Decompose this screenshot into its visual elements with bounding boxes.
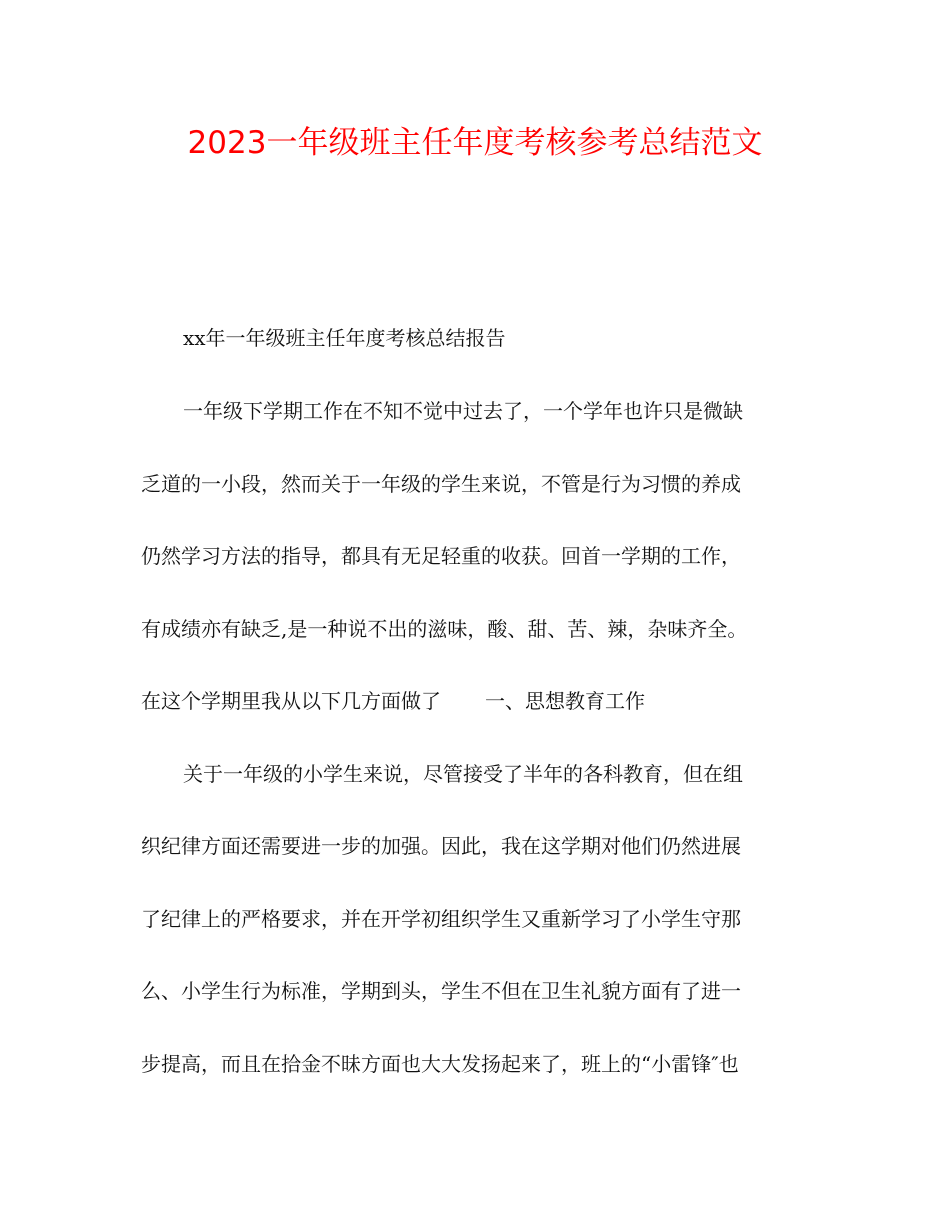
paragraph-line: 了纪律上的严格要求，并在开学初组织学生又重新学习了小学生守那 [141, 907, 741, 931]
report-heading: xx年一年级班主任年度考核总结报告 [183, 326, 506, 350]
paragraph-line-text: 在这个学期里我从以下几方面做了 [141, 689, 441, 713]
paragraph-line: 步提高，而且在拾金不昧方面也大大发扬起来了，班上的“小雷锋″也 [141, 1052, 739, 1076]
document-title: 2023一年级班主任年度考核参考总结范文 [187, 125, 763, 161]
paragraph-line: 关于一年级的小学生来说，尽管接受了半年的各科教育，但在组 [183, 762, 743, 786]
paragraph-line [141, 686, 811, 716]
section-heading: 一、思想教育工作 [485, 689, 645, 713]
paragraph-line: 乏道的一小段，然而关于一年级的学生来说，不管是行为习惯的养成 [141, 472, 741, 496]
paragraph-line: 一年级下学期工作在不知不觉中过去了，一个学年也许只是微缺 [183, 399, 743, 423]
paragraph-line: 么、小学生行为标准，学期到头，学生不但在卫生礼貌方面有了进一 [141, 979, 741, 1003]
paragraph-line: 仍然学习方法的指导，都具有无足轻重的收获。回首一学期的工作， [141, 544, 741, 568]
paragraph-line: 有成绩亦有缺乏,是一种说不出的滋味，酸、甜、苦、辣，杂味齐全。 [141, 617, 748, 641]
paragraph-line: 织纪律方面还需要进一步的加强。因此，我在这学期对他们仍然进展 [141, 834, 741, 858]
